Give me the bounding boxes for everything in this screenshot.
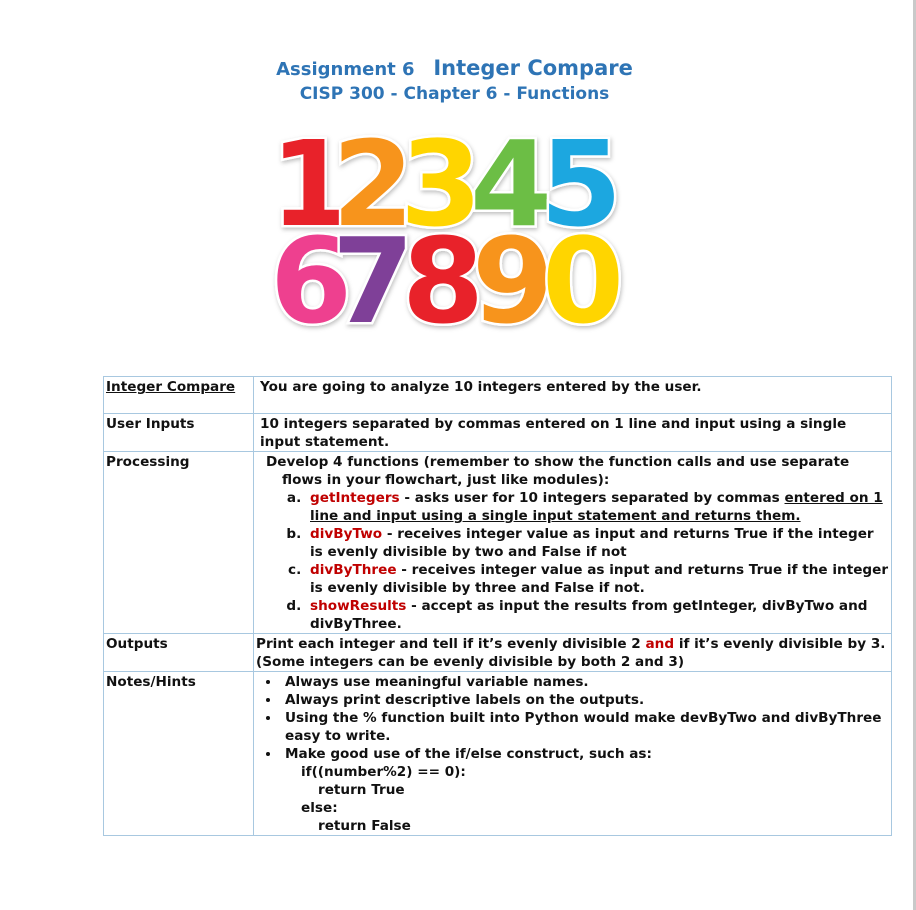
page-title — [0, 56, 909, 80]
list-item — [306, 525, 889, 561]
row-label-user-inputs: User Inputs — [104, 414, 254, 452]
list-item — [281, 745, 889, 835]
row-text-user-inputs: 10 integers separated by commas entered on 1 line and input using a single input statement. — [254, 414, 892, 452]
list-item — [306, 489, 889, 525]
digit-6: 6 — [270, 212, 353, 340]
function-name: getIntegers — [310, 490, 400, 506]
list-item — [306, 597, 889, 633]
list-item: • Always use meaningful variable names. — [281, 673, 889, 691]
function-desc-underlined: entered on 1 line and input using a single input statement and returns them. — [310, 490, 883, 524]
code-line: else: — [301, 800, 338, 816]
assignment-number: Assignment 6 — [276, 59, 415, 80]
assignment-title: Integer Compare — [433, 56, 633, 80]
digit-8: 8 — [402, 212, 485, 340]
digit-2: 2 — [332, 130, 415, 253]
numbers-illustration — [270, 130, 640, 340]
row-label-outputs: Outputs — [104, 634, 254, 672]
outputs-line-2: (Some integers can be evenly divisible by both 2 and 3) — [256, 654, 685, 670]
outputs-line-1: Print each integer and tell if it’s evenly divisible 2 and if it’s evenly divisible by 3. — [256, 636, 886, 652]
code-line: return True — [318, 782, 405, 798]
function-desc: - receives integer value as input and returns True if the integer is evenly divisible by two and False if not — [310, 526, 874, 560]
processing-cell — [254, 452, 892, 634]
function-desc: - receives integer value as input and returns True if the integer is evenly divisible by three and False if not. — [310, 562, 889, 596]
assignment-table — [103, 376, 892, 836]
code-line: if((number%2) == 0): — [301, 764, 466, 780]
row-text-integer-compare: You are going to analyze 10 integers entered by the user. — [254, 377, 892, 414]
list-item — [306, 561, 889, 597]
function-desc: - accept as input the results from getInteger, divByTwo and divByThree. — [310, 598, 868, 632]
digit-4: 4 — [470, 130, 553, 253]
processing-intro: Develop 4 functions (remember to show the function calls and use separate flows in your flowchart, just like modules): — [266, 454, 850, 488]
list-item: • Using the % function built into Python would make devByTwo and divByThree easy to write. — [281, 709, 889, 745]
if-else-hint: • Make good use of the if/else construct, such as: — [285, 746, 652, 762]
list-item: • Always print descriptive labels on the outputs. — [281, 691, 889, 709]
digit-7: 7 — [332, 212, 415, 340]
row-label-notes: Notes/Hints — [104, 672, 254, 836]
course-subtitle: CISP 300 - Chapter 6 - Functions — [299, 84, 610, 104]
function-desc: - asks user for 10 integers separated by commas — [399, 490, 785, 506]
digit-5: 5 — [540, 130, 623, 253]
table-row — [104, 414, 892, 452]
digit-9: 9 — [472, 212, 555, 340]
table-row — [104, 452, 892, 634]
and-highlight: and — [645, 636, 675, 652]
outputs-cell — [254, 634, 892, 672]
digit-3: 3 — [400, 130, 483, 253]
table-row — [104, 634, 892, 672]
table-row — [104, 377, 892, 414]
function-name: divByThree — [310, 562, 397, 578]
function-name: showResults — [310, 598, 407, 614]
notes-cell — [254, 672, 892, 836]
row-label-processing: Processing — [104, 452, 254, 634]
table-row — [104, 672, 892, 836]
row-label-integer-compare: Integer Compare — [106, 379, 236, 395]
code-line: return False — [318, 818, 411, 834]
digit-0: 0 — [542, 212, 625, 340]
notes-list — [256, 673, 889, 835]
function-name: divByTwo — [310, 526, 383, 542]
function-list — [260, 489, 889, 633]
digit-1: 1 — [270, 130, 353, 253]
